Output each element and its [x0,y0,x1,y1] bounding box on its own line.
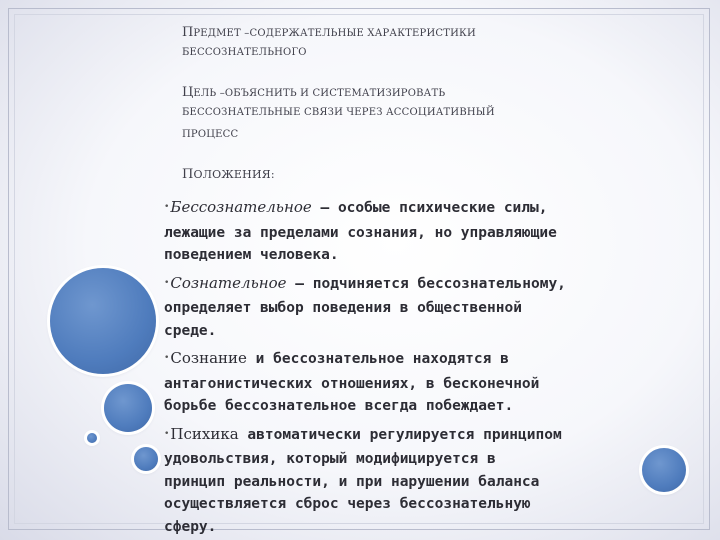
subject-cap: П [182,25,194,40]
goal-rest: –ОБЪЯСНИТЬ И СИСТЕМАТИЗИРОВАТЬ [216,88,446,99]
goal-heading [182,80,702,146]
item-text: определяет выбор поведения в общественной [164,300,522,316]
decorative-circle-tiny [87,433,97,443]
item-text: принцип реальности, и при нарушении баланса [164,473,540,490]
list-item [164,423,674,539]
subject-first-word: РЕДМЕТ [193,28,241,39]
item-text: поведением человека. [164,247,339,263]
positions-heading [182,167,275,182]
item-text: сферу. [164,518,217,535]
item-text: — особые психические силы, [311,200,548,216]
goal-line2: БЕССОЗНАТЕЛЬНЫЕ СВЯЗИ ЧЕРЕЗ АССОЦИАТИВНЫЙ [182,107,495,118]
item-text: среде. [164,322,217,339]
item-text: антагонистических отношениях, в бесконечной [164,375,540,392]
item-text: и бессознательное находятся в [246,351,509,367]
item-text: — подчиняется бессознательному, [286,275,566,292]
subject-line2: БЕССОЗНАТЕЛЬНОГО [182,47,307,58]
subject-heading [182,20,702,64]
bullet-icon: • [164,428,170,439]
item-term: Сознание [170,349,247,367]
decorative-circle-large [50,268,156,374]
list-item [164,196,674,267]
item-term: Сознательное [170,273,287,292]
item-text: удовольствия, который модифицируется в [164,451,496,467]
decorative-circle-small [134,447,158,471]
item-text: борьбе бессознательное всегда побеждает. [164,398,514,414]
goal-line3: ПРОЦЕСС [182,129,239,140]
item-term: Бессознательное [170,198,312,216]
list-item [164,347,674,418]
positions-rest: ОЛОЖЕНИЯ: [193,168,275,181]
bullet-icon: • [164,277,170,288]
bullet-icon: • [164,202,170,212]
item-text: лежащие за пределами сознания, но управляющие [164,224,557,241]
decorative-circle-medium [104,384,152,432]
item-term: Психика [170,424,239,443]
subject-rest: –СОДЕРЖАТЕЛЬНЫЕ ХАРАКТЕРИСТИКИ [240,28,476,39]
list-item [164,272,674,343]
goal-first-word: ЕЛЬ [193,88,217,99]
item-text: автоматически регулируется принципом [238,426,562,443]
positions-cap: П [182,167,194,182]
positions-list [164,196,674,538]
goal-cap: Ц [182,85,194,100]
item-text: осуществляется сброс через бессознательную [164,496,531,512]
bullet-icon: • [164,353,170,363]
